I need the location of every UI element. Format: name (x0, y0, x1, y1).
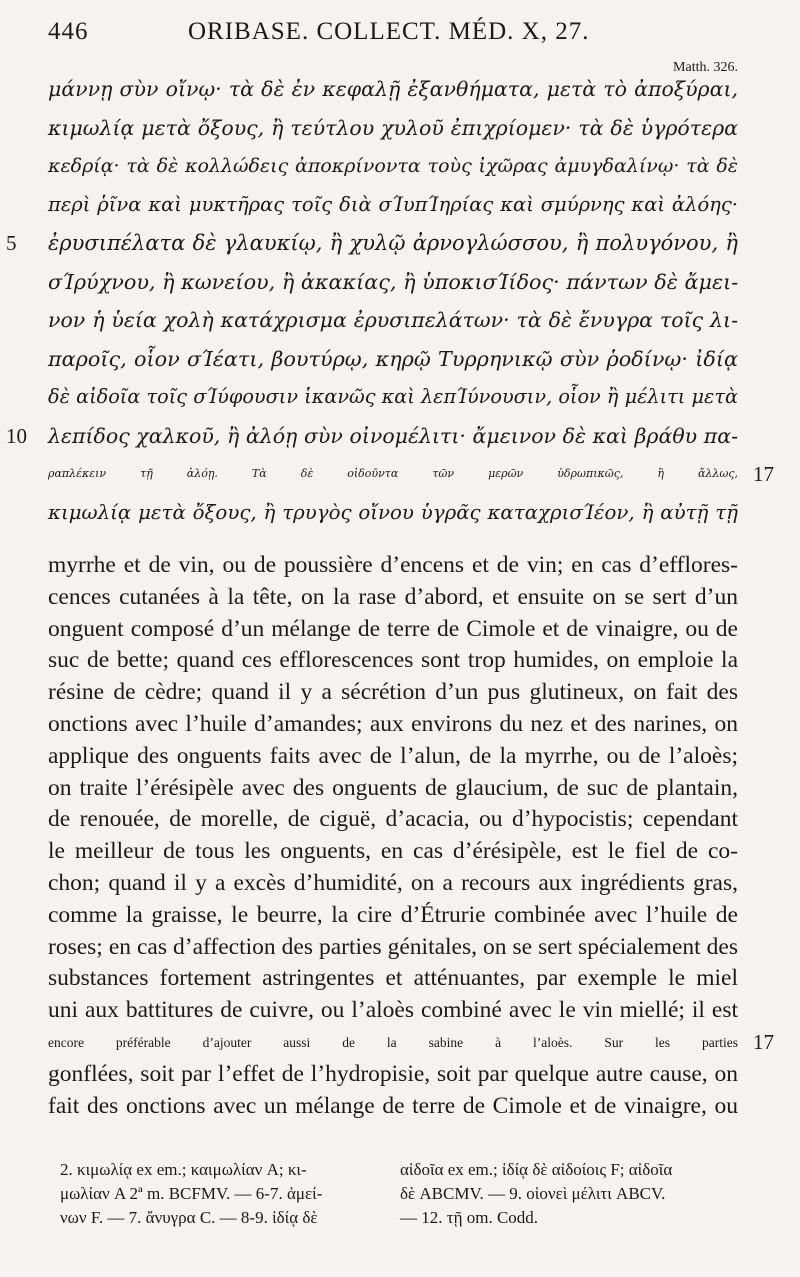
french-line (48, 900, 738, 932)
french-line (48, 804, 738, 836)
french-line (48, 868, 738, 900)
french-line-text: chon; quand il y a excès d’humidité, on a recours aux ingrédients gras, (48, 869, 738, 896)
marginal-number: 17 (753, 462, 774, 486)
footnotes-left-column (60, 1158, 380, 1230)
greek-line-text: κεδρίᾳ· τὰ δὲ κολλώδεις ἀποκρίνοντα τοὺς ἰχῶρας ἀμυγδαλίνῳ· τὰ δὲ (48, 155, 738, 177)
french-line-text: applique des onguents faits avec de l’alun, de la myrrhe, ou de l’aloès; (48, 742, 738, 769)
french-line-text: résine de cèdre; quand il y a sécrétion d’un pus glutineux, on fait des (48, 679, 738, 706)
greek-text-block (6, 70, 774, 532)
running-title: ORIBASE. COLLECT. MÉD. X, 27. (188, 18, 590, 45)
greek-line-text: κιμωλίᾳ μετὰ ὄξους, ἢ τρυγὸς οἴνου ὑγρᾶς καταχρισΊέον, ἢ αὐτῇ τῇ (48, 500, 738, 524)
greek-line (48, 340, 738, 379)
french-line (48, 741, 738, 773)
page-header (48, 18, 738, 75)
french-line-text: cences cutanées à la tête, on la rase d’abord, et ensuite on se sert d’un (48, 583, 738, 610)
french-line (48, 645, 738, 677)
french-line-text: le meilleur de tous les onguents, en cas d’érésipèle, est le fiel de co- (48, 838, 738, 865)
line-number: 5 (6, 231, 17, 255)
greek-line-text: παροῖς, οἷον σΊέατι, βουτύρῳ, κηρῷ Τυρρηνικῷ σὺν ῥοδίνῳ· ἰδίᾳ (48, 346, 738, 371)
footnote-line: νων F. — 7. ἄνυγρα C. — 8-9. ἰδίᾳ δὲ (60, 1208, 318, 1227)
marginal-number: 17 (753, 1029, 774, 1054)
french-line (48, 709, 738, 741)
footnote-line: — 12. τῇ om. Codd. (400, 1208, 539, 1227)
french-line-text: encore préférable d’ajouter aussi de la sabine à l’aloès. Sur les parties (48, 1034, 738, 1050)
footnote-line: μωλίαν A 2ª m. BCFMV. — 6-7. ἀμεί- (60, 1184, 323, 1203)
greek-line (48, 70, 738, 109)
greek-line-text: νον ἡ ὑεία χολὴ κατάχρισμα ἐρυσιπελάτων· τὰ δὲ ἔνυγρα τοῖς λι- (48, 308, 738, 332)
french-line (48, 963, 738, 995)
french-line (48, 614, 738, 646)
greek-line-text: ραπλέκειν τῇ ἀλόῃ. Τὰ δὲ οἰδοῦντα τῶν μερῶν ὑδρωπικῶς, ἢ ἄλλως, (48, 467, 738, 480)
marginal-reference: Matth. 326. (673, 60, 738, 75)
french-line-text: comme la graisse, le beurre, la cire d’Étrurie combinée avec l’huile de (48, 901, 738, 928)
french-line (48, 836, 738, 868)
french-line-text: fait des onctions avec un mélange de terre de Cimole et de vinaigre, ou (48, 1092, 738, 1119)
french-line (48, 995, 738, 1027)
greek-line (48, 494, 738, 533)
french-line (48, 1027, 774, 1059)
french-line-text: gonflées, soit par l’effet de l’hydropisie, soit par quelque autre cause, on (48, 1060, 738, 1087)
french-line (48, 677, 738, 709)
greek-line-text: σΊρύχνου, ἢ κωνείου, ἢ ἀκακίας, ἢ ὑποκισΊίδος· πάντων δὲ ἄμει- (48, 269, 739, 294)
french-line (48, 1091, 738, 1123)
line-number: 10 (6, 423, 27, 448)
footnote-line: αἰδοῖα ex em.; ἰδίᾳ δὲ αἰδοίοις F; αἰδοῖα (400, 1160, 673, 1179)
greek-line (6, 224, 738, 263)
greek-line-text: περὶ ῥῖνα καὶ μυκτῆρας τοῖς διὰ σΊυπΊηρίας καὶ σμύρνης καὶ ἀλόης· (48, 192, 738, 216)
greek-line-text: δὲ αἰδοῖα τοῖς σΊύφουσιν ἱκανῶς καὶ λεπΊύνουσιν, οἷον ἢ μέλιτι μετὰ (48, 385, 738, 408)
greek-line (48, 109, 738, 148)
greek-line (48, 301, 738, 340)
french-line (48, 773, 738, 805)
french-line-text: suc de bette; quand ces efflorescences sont trop humides, on emploie la (48, 647, 738, 674)
french-line-text: roses; en cas d’affection des parties génitales, on se sert spécialement des (48, 933, 738, 960)
french-line-text: de renouée, de morelle, de ciguë, d’acacia, ou d’hypocistis; cependant (48, 806, 738, 833)
french-line (48, 1059, 738, 1091)
french-line-text: onguent composé d’un mélange de terre de Cimole et de vinaigre, ou de (48, 615, 738, 642)
page-number: 446 (48, 18, 89, 45)
footnote-line: δὲ ABCMV. — 9. οἱονεὶ μέλιτι ABCV. (400, 1184, 666, 1203)
french-line-text: myrrhe et de vin, ou de poussière d’encens et de vin; en cas d’efflores- (48, 552, 738, 578)
greek-line (48, 147, 738, 186)
french-line (48, 582, 738, 614)
greek-line-text: λεπίδος χαλκοῦ, ἢ ἀλόῃ σὺν οἰνομέλιτι· ἄμεινον δὲ καὶ βράθυ πα- (48, 423, 738, 448)
french-line-text: onctions avec l’huile d’amandes; aux environs du nez et des narines, on (48, 710, 738, 737)
footnotes-right-column (400, 1158, 720, 1230)
french-line-text: on traite l’érésipèle avec des onguents de glaucium, de suc de plantain, (48, 774, 738, 801)
greek-line (48, 263, 738, 302)
greek-line (48, 455, 774, 494)
footnote-line: 2. κιμωλίᾳ ex em.; καιμωλίαν A; κι- (60, 1160, 307, 1179)
greek-line-text: μάννῃ σὺν οἴνῳ· τὰ δὲ ἐν κεφαλῇ ἐξανθήματα, μετὰ τὸ ἀποξύραι, (48, 77, 738, 101)
greek-line-text: κιμωλίᾳ μετὰ ὄξους, ἢ τεύτλου χυλοῦ ἐπιχρίομεν· τὰ δὲ ὑγρότερα (48, 115, 738, 140)
french-line-text: uni aux battitures de cuivre, ou l’aloès combiné avec le vin miellé; il est (48, 997, 738, 1024)
greek-line (48, 186, 738, 225)
greek-line (6, 417, 738, 456)
french-line (48, 932, 738, 964)
french-line-text: substances fortement astringentes et atténuantes, par exemple le miel (48, 965, 738, 992)
french-line (48, 550, 738, 582)
french-translation-block (48, 550, 774, 1122)
greek-line-text: ἐρυσιπέλατα δὲ γλαυκίῳ, ἢ χυλῷ ἀρνογλώσσου, ἢ πολυγόνου, ἢ (48, 231, 738, 255)
greek-line (48, 378, 738, 417)
